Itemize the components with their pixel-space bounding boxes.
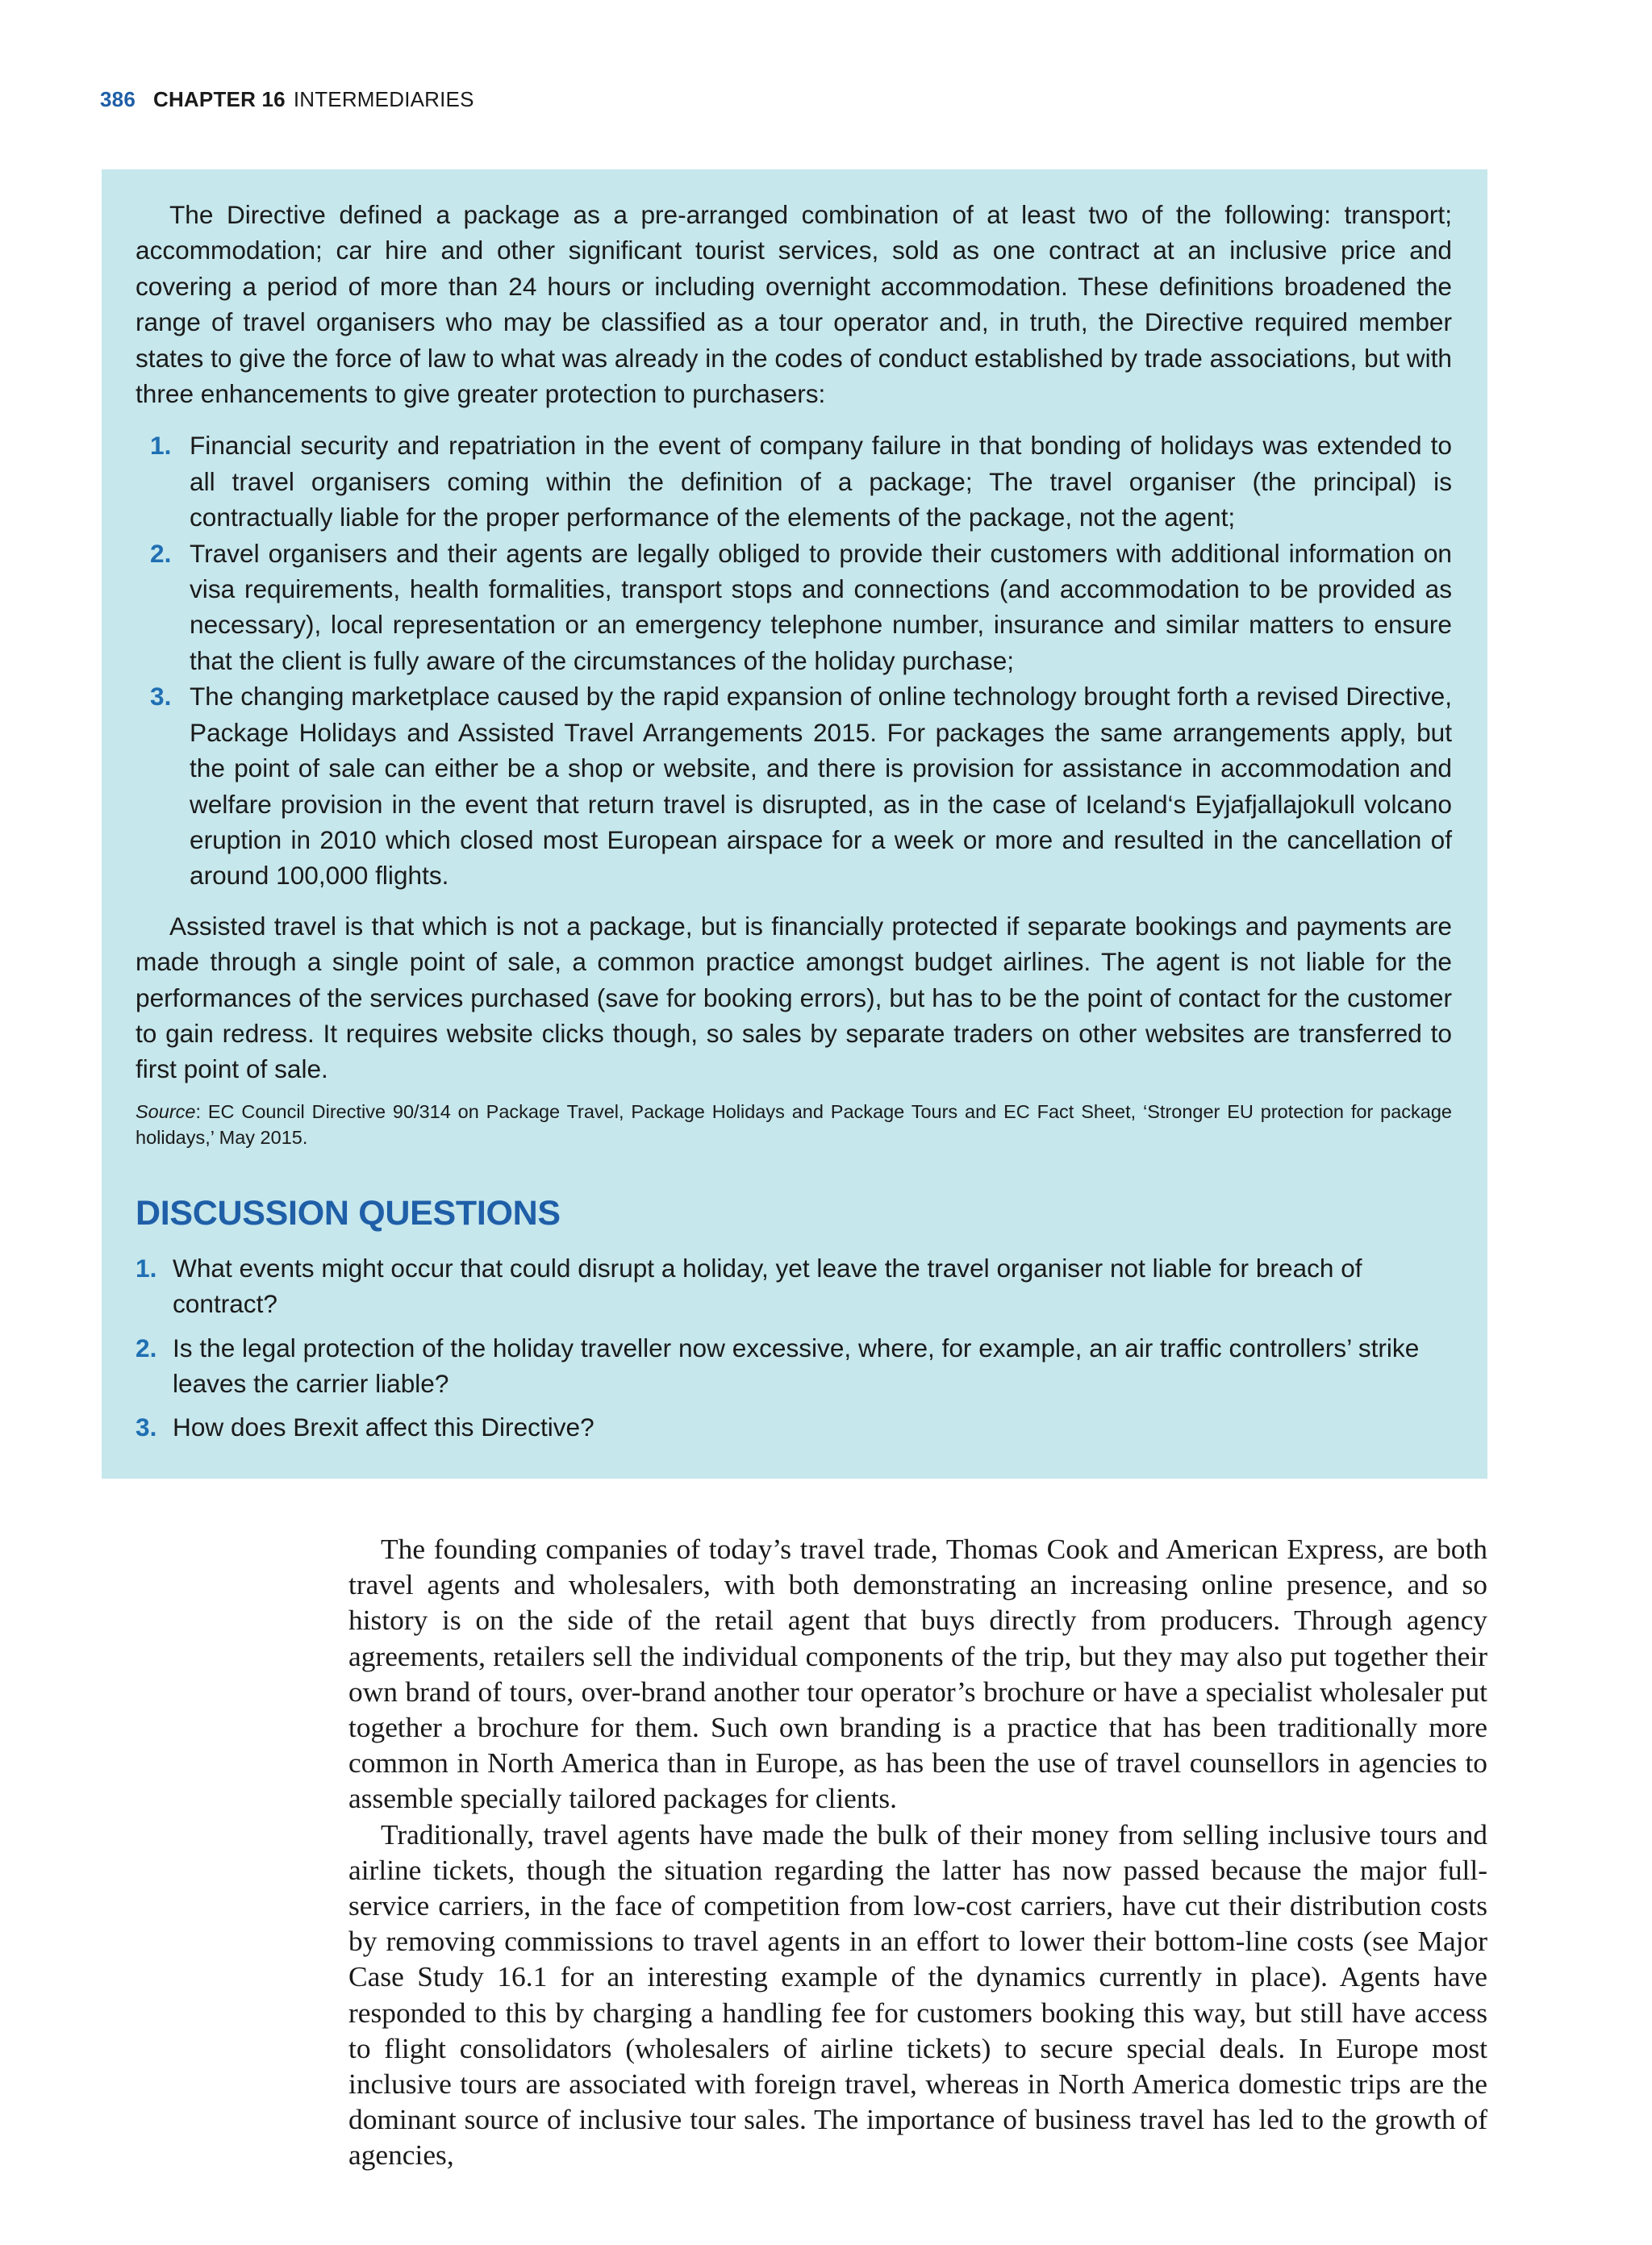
assisted-travel-paragraph: Assisted travel is that which is not a package, but is financially protected if separate bookings and payments are made through a single point of sale, a common practice amongst budget airlines. The agent is not liable for the performances of the services purchased (save for booking errors), but has to be the point of contact for the customer to gain redress. It requires website clicks though, so sales by separate traders on other websites are transferred to first point of sale.: [136, 911, 1452, 1084]
discussion-questions-list: [136, 1250, 1452, 1446]
source-text: : EC Council Directive 90/314 on Package Travel, Package Holidays and Package Tours and EC Fact Sheet, ‘Stronger EU protection for package holidays,’ May 2015.: [136, 1100, 1452, 1148]
list-text: Financial security and repatriation in the event of company failure in that bonding of holidays was extended to all travel organisers coming within the definition of a package; The travel organiser (the principal) is contractually liable for the proper performance of the elements of the package, not the agent;: [190, 431, 1452, 532]
question-number: 3.: [136, 1413, 157, 1442]
question-number: 2.: [136, 1333, 157, 1362]
question-text: What events might occur that could disrupt a holiday, yet leave the travel organiser not liable for breach of contract?: [173, 1253, 1362, 1319]
enhancements-list: [136, 428, 1452, 893]
question-text: Is the legal protection of the holiday traveller now excessive, where, for example, an air traffic controllers’ strike leaves the carrier liable?: [173, 1333, 1420, 1398]
main-body-text: [348, 1531, 1487, 2173]
chapter-label: CHAPTER 16: [152, 87, 286, 111]
question-item: [136, 1409, 1452, 1445]
box-intro-paragraph: The Directive defined a package as a pre-arranged combination of at least two of the following: transport; accommodation; car hire and other significant tourist services, sold as one contract at an inclusive price and covering a period of more than 24 hours or including overnight accommodation. These definitions broadened the range of travel organisers who may be classified as a tour operator and, in truth, the Directive required member states to give the force of law to what was already in the codes of conduct established by trade associations, but with three enhancements to give greater protection to purchasers:: [136, 200, 1452, 409]
question-item: [136, 1330, 1452, 1402]
body-paragraph: Traditionally, travel agents have made the bulk of their money from selling inclusive tours and airline tickets, though the situation regarding the latter has now passed because the major full-service carriers, in the face of competition from low-cost carriers, have cut their distribution costs by removing commissions to travel agents in an effort to lower their bottom-line costs (see Major Case Study 16.1 for an interesting example of the dynamics currently in place). Agents have responded to this by charging a handling fee for customers booking this way, but still have access to flight consolidators (wholesalers of airline tickets) to secure special deals. In Europe most inclusive tours are associated with foreign travel, whereas in North America domestic trips are the dominant source of inclusive tour sales. The importance of business travel has led to the growth of agencies,: [348, 1817, 1487, 2172]
list-item: [136, 678, 1452, 893]
list-number: 1.: [150, 431, 172, 461]
source-label: Source: [136, 1100, 196, 1122]
list-text: Travel organisers and their agents are legally obliged to provide their customers with additional information on visa requirements, health formalities, transport stops and connections (and accommodation to be provided as necessary), local representation or an emergency telephone number, insurance and similar matters to ensure that the client is fully aware of the circumstances of the holiday purchase;: [190, 538, 1452, 675]
question-item: [136, 1250, 1452, 1322]
list-item: [136, 536, 1452, 679]
body-paragraph: The founding companies of today’s travel trade, Thomas Cook and American Express, are both travel agents and wholesalers, with both demonstrating an increasing online presence, and so history is on the side of the retail agent that buys directly from producers. Through agency agreements, retailers sell the individual components of the trip, but they may also put together their own brand of tours, over-brand another tour operator’s brochure or have a specialist wholesaler put together a brochure for them. Such own branding is a practice that has been traditionally more common in North America than in Europe, as has been the use of travel counsellors in agencies to assemble specially tailored packages for clients.: [348, 1533, 1487, 1815]
list-number: 2.: [150, 538, 172, 568]
running-header: [100, 87, 474, 112]
chapter-title: INTERMEDIARIES: [293, 87, 474, 111]
list-number: 3.: [150, 682, 172, 711]
list-item: [136, 428, 1452, 535]
page-number: 386: [100, 87, 136, 111]
question-number: 1.: [136, 1253, 157, 1283]
case-study-box: [102, 169, 1487, 1479]
list-text: The changing marketplace caused by the rapid expansion of online technology brought forth a revised Directive, Package Holidays and Assisted Travel Arrangements 2015. For packages the same arrangements apply, but the point of sale can either be a shop or website, and there is provision for assistance in accommodation and welfare provision in the event that return travel is disrupted, as in the case of Iceland‘s Eyjafjallajokull volcano eruption in 2010 which closed most European airspace for a week or more and resulted in the cancellation of around 100,000 flights.: [190, 682, 1452, 891]
question-text: How does Brexit affect this Directive?: [173, 1413, 594, 1442]
discussion-heading: DISCUSSION QUESTIONS: [136, 1193, 561, 1233]
source-note: [136, 1099, 1452, 1150]
